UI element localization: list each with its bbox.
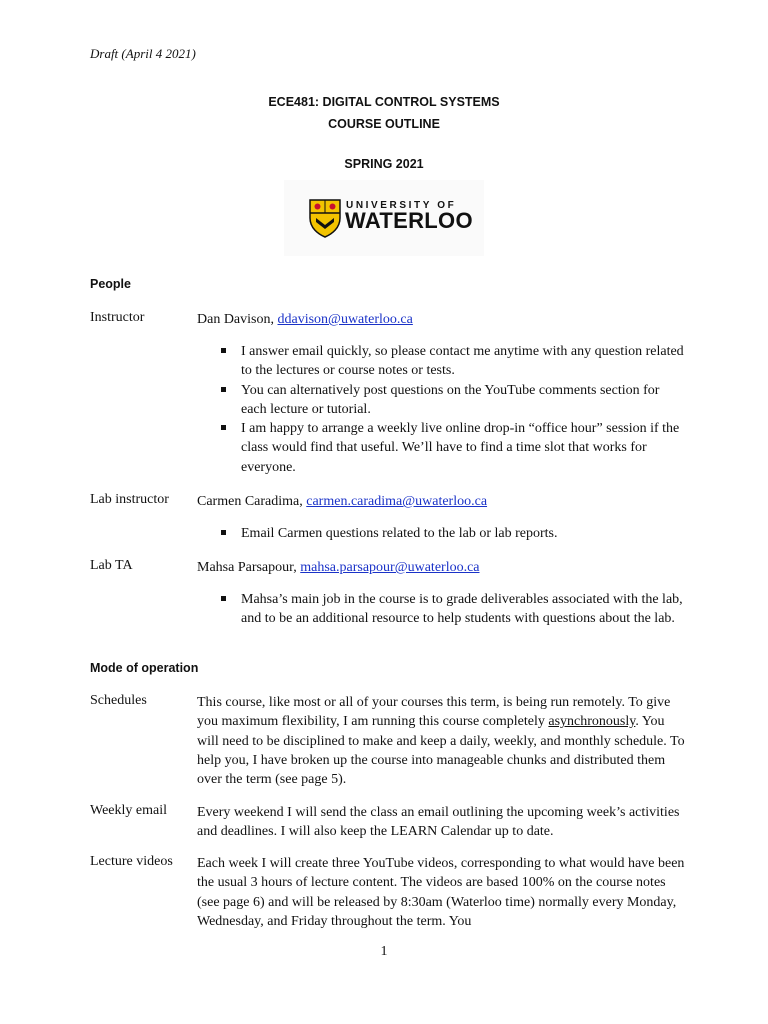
lab-instructor-label: Lab instructor — [90, 492, 169, 507]
instructor-label: Instructor — [90, 310, 145, 325]
lab-ta-contact — [197, 558, 687, 577]
schedules-text-underlined: asynchronously — [548, 714, 636, 730]
lab-instructor-name: Carmen Caradima, — [197, 494, 307, 509]
page-number: 1 — [380, 944, 388, 959]
lab-ta-bullets — [218, 590, 688, 629]
instructor-email-link[interactable]: ddavison@uwaterloo.ca — [277, 312, 413, 327]
lab-ta-name: Mahsa Parsapour, — [197, 560, 301, 575]
people-heading: People — [90, 277, 131, 291]
weekly-email-text: Every weekend I will send the class an email outlining the upcoming week’s activities and deadlines. I will also keep the LEARN Calendar up to date. — [197, 805, 680, 840]
instructor-bullets — [218, 342, 688, 477]
lab-ta-label: Lab TA — [90, 558, 133, 573]
draft-date: Draft (April 4 2021) — [90, 46, 196, 61]
schedules-text-a: This course, like most or all of your courses this term, is being run remotely. To give you maximum flexibility, I am running this course completely — [197, 695, 671, 730]
list-item: Email Carmen questions related to the lab or lab reports. — [218, 524, 688, 543]
weekly-email-label: Weekly email — [90, 803, 168, 818]
course-subtitle: COURSE OUTLINE — [328, 117, 440, 131]
lab-ta-email-link[interactable]: mahsa.parsapour@uwaterloo.ca — [300, 560, 480, 575]
list-item: Mahsa’s main job in the course is to grade deliverables associated with the lab, and to be an additional resource to help students with questions about the lab. — [218, 590, 688, 629]
logo-line-2: WATERLOO — [345, 208, 473, 233]
schedules-text-b: . You will need to be disciplined to make and keep a daily, weekly, and monthly schedule. To help you, I have broken up the course into manageable chunks and distributed them over the term (see page 5). — [197, 714, 685, 788]
list-item: I am happy to arrange a weekly live online drop-in “office hour” session if the class would find that useful. We’ll have to find a time slot that works for everyone. — [218, 419, 688, 477]
shield-icon — [308, 198, 342, 238]
mode-heading: Mode of operation — [90, 661, 199, 675]
schedules-label: Schedules — [90, 693, 147, 708]
lecture-videos-label: Lecture videos — [90, 854, 173, 869]
term: SPRING 2021 — [344, 157, 424, 171]
instructor-name: Dan Davison, — [197, 312, 278, 327]
schedules-text — [197, 693, 687, 789]
logo-line-1: UNIVERSITY OF — [346, 200, 457, 211]
university-logo — [284, 180, 484, 256]
lecture-videos-text: Each week I will create three YouTube videos, corresponding to what would have been the usual 3 hours of lecture content. The videos are based 100% on the course notes (see page 6) and will be released by 8:30am (Waterloo time) normally every Monday, Wednesday, and Friday throughout the term. You — [197, 856, 685, 929]
list-item: You can alternatively post questions on the YouTube comments section for each lecture or tutorial. — [218, 381, 688, 420]
lab-instructor-contact — [197, 492, 687, 511]
course-title: ECE481: DIGITAL CONTROL SYSTEMS — [268, 95, 500, 109]
lab-instructor-bullets — [218, 524, 688, 543]
instructor-contact — [197, 310, 687, 329]
list-item: I answer email quickly, so please contact me anytime with any question related to the lectures or course notes or tests. — [218, 342, 688, 381]
lab-instructor-email-link[interactable]: carmen.caradima@uwaterloo.ca — [306, 494, 488, 509]
